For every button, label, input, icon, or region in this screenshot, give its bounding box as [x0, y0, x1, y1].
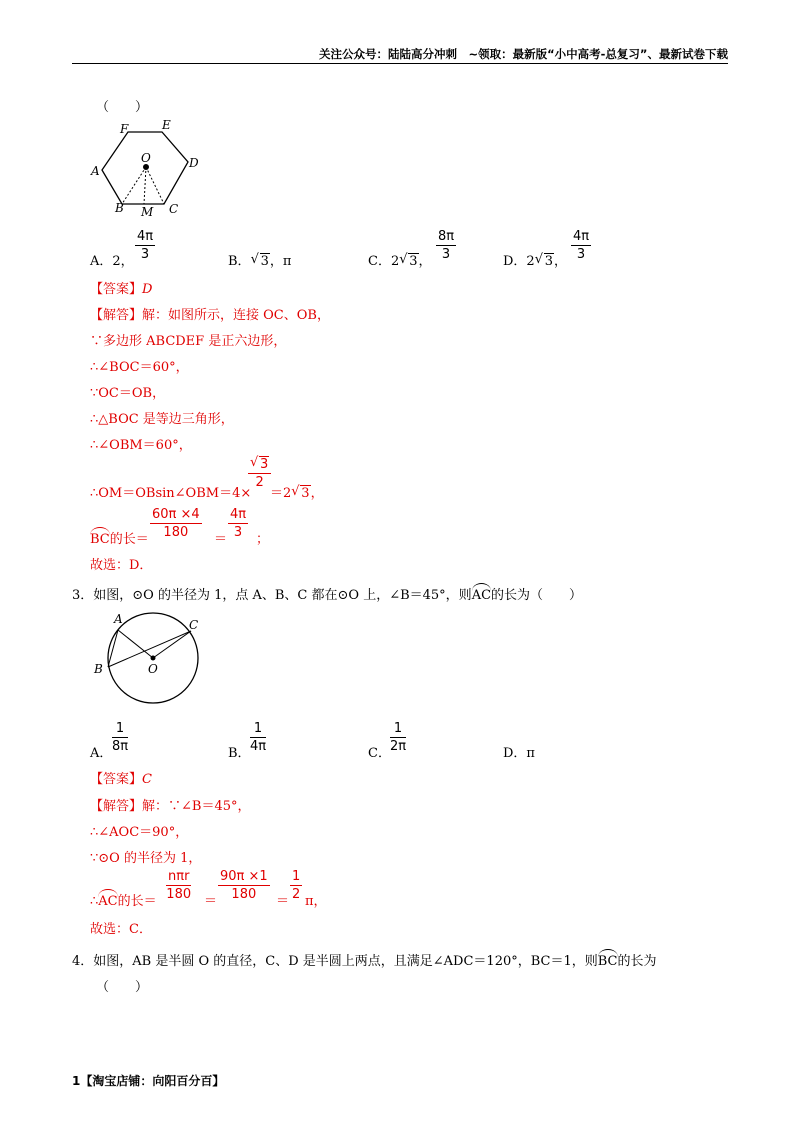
q2-answer: 【答案】D	[90, 282, 153, 297]
q4-paren: （ ）	[96, 980, 149, 995]
q3-ac-eq-2: ＝	[276, 894, 290, 909]
q2-analysis-line-2: ∵多边形 ABCDEF 是正六边形，	[90, 334, 287, 349]
option-a-fraction: $\frac{4\pi}{3}$	[137, 229, 154, 262]
q3-option-d: D．π	[503, 746, 535, 761]
q2-choose: 故选：D．	[90, 558, 153, 573]
label-C-q3: C	[189, 618, 199, 632]
label-E: E	[162, 118, 171, 132]
label-O: O	[141, 151, 151, 165]
page-footer: 1【淘宝店铺：向阳百分百】	[72, 1074, 225, 1088]
option-b: B．√ 3，π	[228, 250, 291, 269]
q2-bc-eq: ＝	[214, 532, 228, 547]
option-d-fraction: $\frac{4\pi}{3}$	[573, 229, 590, 262]
label-O-q3: O	[148, 662, 158, 676]
q3-answer: 【答案】C	[90, 772, 152, 787]
q2-bc-fraction-1: $\frac{60\pi \times 4}{180}$	[152, 507, 200, 540]
option-c: C．2√ 3，	[368, 250, 432, 269]
q4-stem: 4．如图，AB 是半圆 O 的直径，C、D 是半圆上两点，且满足∠ADC＝120°，BC＝1，则BC的长为	[72, 954, 657, 969]
q3-option-b-fraction: $\frac{1}{4\pi}$	[250, 721, 267, 754]
q2-analysis-line-1: 【解答】解：如图所示，连接 OC、OB，	[90, 308, 330, 323]
q2-om-result: ＝2√ 3，	[270, 482, 324, 501]
label-M: M	[141, 205, 154, 219]
q3-ac-fraction-3: $\frac{1}{2}$	[292, 869, 301, 902]
option-a-prefix: A．2，	[90, 254, 134, 269]
q3-ac-eq-1: ＝	[204, 894, 218, 909]
q3-ac-end: π，	[305, 894, 327, 909]
q3-stem: 3．如图，⊙O 的半径为 1，点 A、B、C 都在⊙O 上，∠B＝45°，则AC的长为（ ）	[72, 588, 583, 603]
label-A-q3: A	[114, 612, 123, 626]
label-C: C	[169, 202, 179, 216]
q2-bc-end: ；	[256, 532, 270, 547]
option-d: D．2√ 3，	[503, 250, 567, 269]
label-B: B	[115, 201, 124, 215]
q3-option-b-prefix: B．	[228, 746, 251, 761]
label-A: A	[91, 164, 100, 178]
label-B-q3: B	[94, 662, 103, 676]
q3-analysis-line-2: ∴∠AOC＝90°，	[90, 825, 189, 840]
q3-choose: 故选：C．	[90, 922, 152, 937]
q3-ac-label: ∴AC的长＝	[90, 894, 157, 909]
q3-analysis-line-3: ∵⊙O 的半径为 1，	[90, 851, 202, 866]
q2-analysis-line-6: ∴∠OBM＝60°，	[90, 438, 192, 453]
q2-analysis-line-3: ∴∠BOC＝60°，	[90, 360, 189, 375]
label-D: D	[189, 156, 199, 170]
q2-om-line: ∴OM＝OBsin∠OBM＝4×	[90, 486, 252, 501]
label-F: F	[120, 122, 129, 136]
q2-paren: （ ）	[96, 100, 149, 115]
option-c-fraction: $\frac{8\pi}{3}$	[438, 229, 455, 262]
q3-analysis-line-1: 【解答】解：∵∠B＝45°，	[90, 799, 251, 814]
q3-option-a-fraction: $\frac{1}{8\pi}$	[112, 721, 129, 754]
q2-om-fraction: √ $\frac{3}{2}$	[248, 456, 271, 491]
header-divider	[72, 63, 728, 64]
q3-option-c-fraction: $\frac{1}{2\pi}$	[390, 721, 407, 754]
page-header: 关注公众号：陆陆高分冲刺 ~领取：最新版“小中高考-总复习”、最新试卷下载	[318, 47, 728, 61]
q2-analysis-line-4: ∵OC＝OB，	[90, 386, 166, 401]
q3-option-c-prefix: C．	[368, 746, 391, 761]
q2-bc-label: BC的长＝	[90, 532, 149, 547]
q3-option-a-prefix: A．	[90, 746, 113, 761]
q3-ac-fraction-2: $\frac{90\pi \times 1}{180}$	[220, 869, 268, 902]
q2-analysis-line-5: ∴△BOC 是等边三角形，	[90, 412, 234, 427]
q3-ac-fraction-1: nπr 180	[166, 869, 192, 902]
q2-bc-fraction-2: $\frac{4\pi}{3}$	[230, 507, 247, 540]
